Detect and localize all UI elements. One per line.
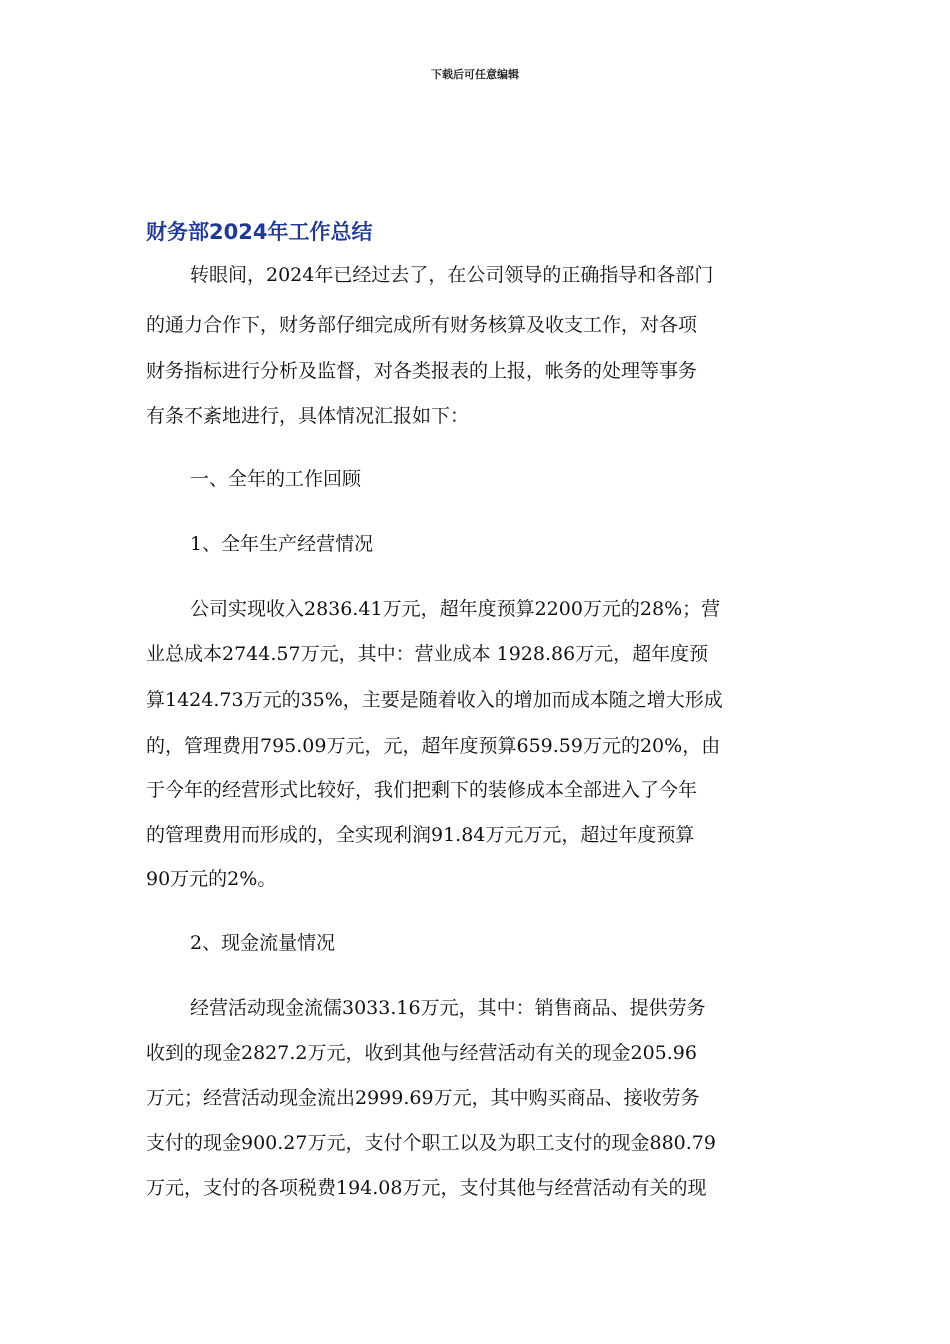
paragraph-line: 90万元的2%。 bbox=[146, 868, 277, 890]
paragraph-line: 万元，支付的各项税费194.08万元，支付其他与经营活动有关的现 bbox=[146, 1177, 707, 1199]
paragraph-line: 经营活动现金流儒3033.16万元，其中：销售商品、提供劳务 bbox=[190, 997, 706, 1019]
subsection-heading: 2、现金流量情况 bbox=[190, 932, 336, 954]
header-note: 下载后可任意编辑 bbox=[431, 68, 519, 81]
paragraph-line: 于今年的经营形式比较好，我们把剩下的装修成本全部进入了今年 bbox=[146, 779, 698, 801]
paragraph-line: 万元；经营活动现金流出2999.69万元，其中购买商品、接收劳务 bbox=[146, 1087, 700, 1109]
paragraph-line: 公司实现收入2836.41万元，超年度预算2200万元的28%；营 bbox=[190, 598, 721, 620]
paragraph-line: 有条不紊地进行，具体情况汇报如下： bbox=[146, 405, 470, 427]
paragraph-line: 财务指标进行分析及监督，对各类报表的上报，帐务的处理等事务 bbox=[146, 360, 698, 382]
document-title: 财务部2024年工作总结 bbox=[146, 220, 373, 244]
paragraph-line: 的管理费用而形成的，全实现利润91.84万元万元，超过年度预算 bbox=[146, 824, 695, 846]
paragraph-line: 支付的现金900.27万元，支付个职工以及为职工支付的现金880.79 bbox=[146, 1132, 716, 1154]
paragraph-line: 的通力合作下，财务部仔细完成所有财务核算及收支工作，对各项 bbox=[146, 314, 698, 336]
paragraph-line: 算1424.73万元的35%，主要是随着收入的增加而成本随之增大形成 bbox=[146, 689, 723, 711]
paragraph-line: 的，管理费用795.09万元，元，超年度预算659.59万元的20%，由 bbox=[146, 735, 721, 757]
subsection-heading: 1、全年生产经营情况 bbox=[190, 533, 374, 555]
paragraph-line: 业总成本2744.57万元，其中：营业成本 1928.86万元，超年度预 bbox=[146, 643, 709, 665]
section-heading: 一、全年的工作回顾 bbox=[190, 468, 362, 490]
paragraph-line: 收到的现金2827.2万元，收到其他与经营活动有关的现金205.96 bbox=[146, 1042, 697, 1064]
paragraph-line: 转眼间，2024年已经过去了，在公司领导的正确指导和各部门 bbox=[190, 264, 714, 286]
